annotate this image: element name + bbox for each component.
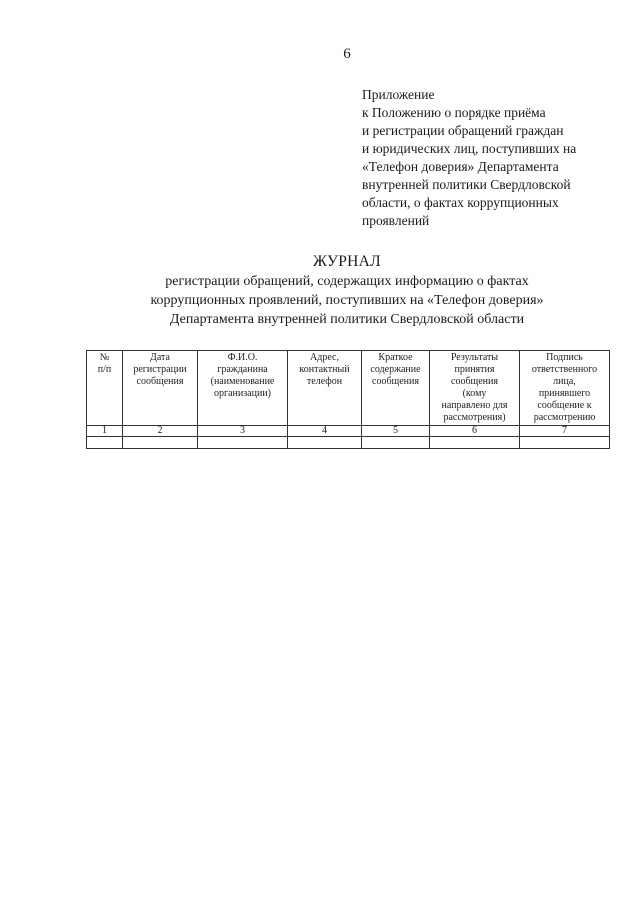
- title-line: коррупционных проявлений, поступивших на «Телефон доверия»: [150, 293, 544, 308]
- table-cell: [123, 437, 198, 449]
- appendix-line: и юридических лиц, поступивших на: [362, 141, 577, 156]
- appendix-line: Приложение: [362, 87, 435, 102]
- appendix-note: [362, 86, 612, 230]
- header-cell-number: № п/п: [87, 351, 123, 426]
- title-line: Департамента внутренней политики Свердловской области: [169, 312, 525, 327]
- appendix-line: «Телефон доверия» Департамента: [362, 159, 559, 174]
- page-number: 6: [343, 46, 351, 62]
- header-cell-summary: Краткое содержание сообщения: [362, 351, 430, 426]
- table-column-numbers-row: [87, 426, 610, 437]
- title-main: ЖУРНАЛ: [313, 253, 381, 270]
- journal-table: [86, 350, 610, 449]
- column-number-cell: 6: [430, 426, 520, 437]
- column-number-cell: 2: [123, 426, 198, 437]
- header-cell-date: Дата регистрации сообщения: [123, 351, 198, 426]
- table-cell: [87, 437, 123, 449]
- table-cell: [362, 437, 430, 449]
- appendix-line: внутренней политики Свердловской: [362, 177, 571, 192]
- table-cell: [288, 437, 362, 449]
- table-cell: [430, 437, 520, 449]
- header-cell-signature: Подпись ответственного лица, принявшего сообщение к рассмотрению: [520, 351, 610, 426]
- column-number-cell: 1: [87, 426, 123, 437]
- appendix-line: проявлений: [362, 213, 430, 228]
- appendix-line: к Положению о порядке приёма: [362, 105, 546, 120]
- table-header-row: [87, 351, 610, 426]
- table-row: [87, 437, 610, 449]
- column-number-cell: 7: [520, 426, 610, 437]
- table-cell: [520, 437, 610, 449]
- header-cell-name: Ф.И.О. гражданина (наименование организации): [198, 351, 288, 426]
- appendix-line: и регистрации обращений граждан: [362, 123, 564, 138]
- column-number-cell: 5: [362, 426, 430, 437]
- title-line: регистрации обращений, содержащих информацию о фактах: [165, 274, 529, 289]
- column-number-cell: 4: [288, 426, 362, 437]
- column-number-cell: 3: [198, 426, 288, 437]
- appendix-line: области, о фактах коррупционных: [362, 195, 559, 210]
- document-title: [0, 252, 640, 329]
- header-cell-address: Адрес, контактный телефон: [288, 351, 362, 426]
- table-cell: [198, 437, 288, 449]
- header-cell-results: Результаты принятия сообщения (кому направлено для рассмотрения): [430, 351, 520, 426]
